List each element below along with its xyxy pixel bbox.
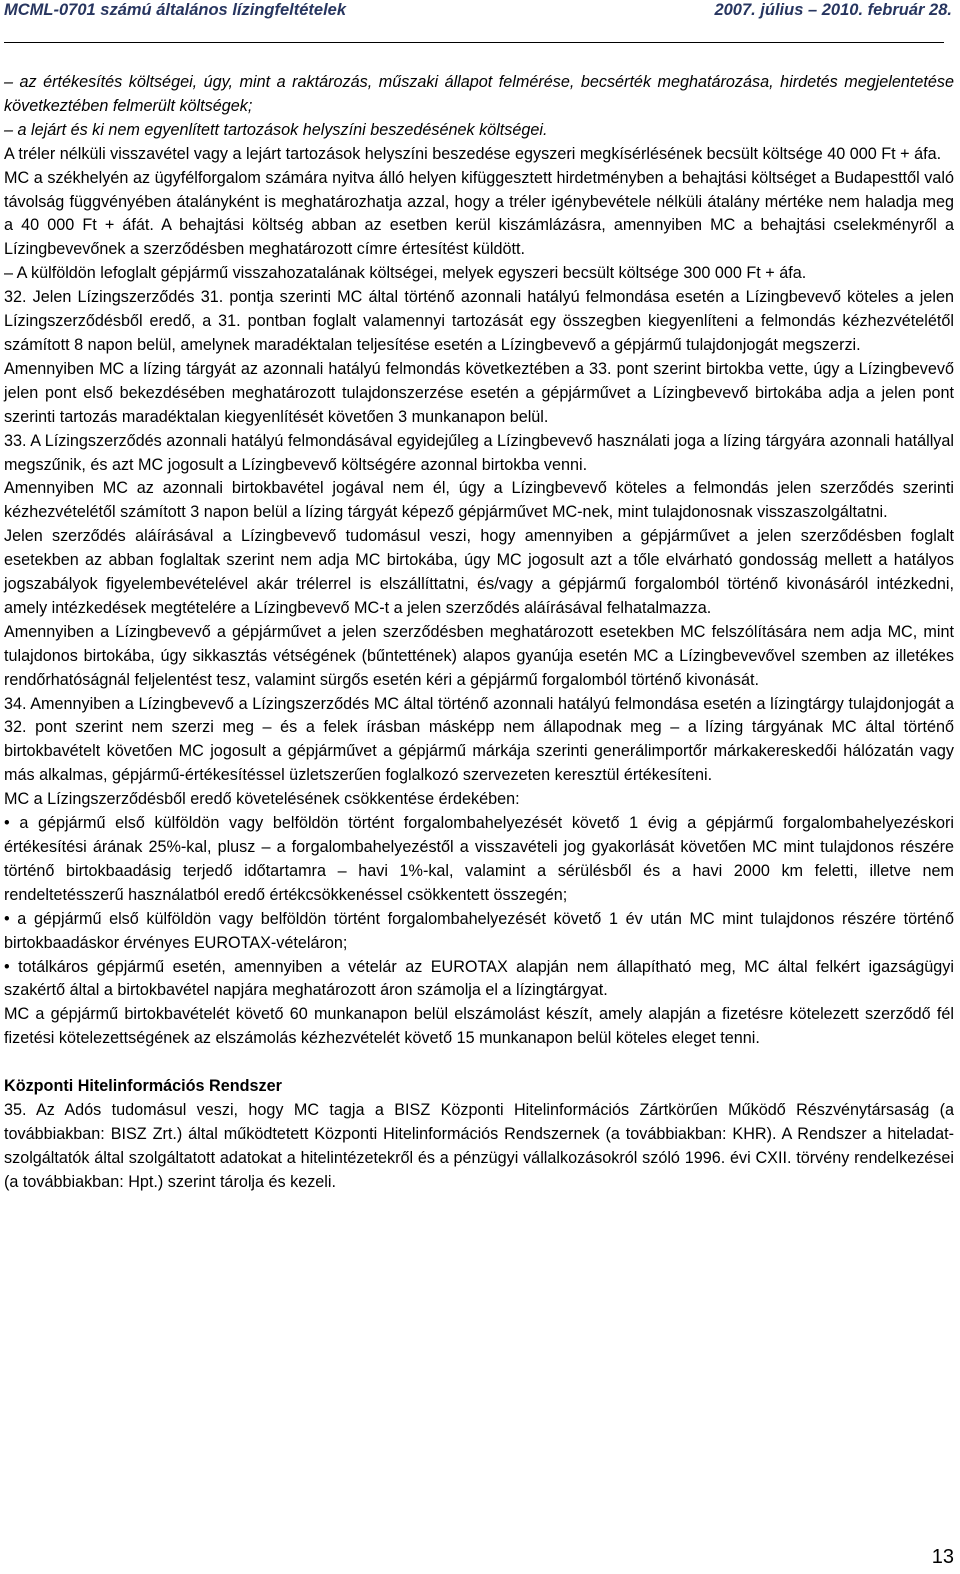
- paragraph-section-33-transport: Jelen szerződés aláírásával a Lízingbevevő tudomásul veszi, hogy amennyiben a gépjárművet a jelen szerződésben foglalt esetekben az abban foglaltak szerint nem adja MC birtokába, úgy MC jogosult azt a tőle elvárható gondosság mellett a hatályos jogszabályok figyelembevételével akár trélerrel is elszállíttatni, és/vagy a gépjármű forgalomból történő kivonásáról intézkedni, amely intézkedések megtételére a Lízingbevevő MC-t a jelen szerződés aláírásával felhatalmazza.: [4, 527, 954, 617]
- list-item-first-year: • a gépjármű első külföldön vagy belföldön történt forgalombahelyezését követő 1 évig a gépjármű forgalombahelyezéskori értékesítési árának 25%-kal, plusz – a forgalombahelyezéstől a visszavételi jog gyakorlását követően MC mint tulajdonos részére történő birtokbaadásig terjedő időtartamra – havi 1%-kal, valamint a sérülésből és a havi 2000 km feletti, illetve nem rendeltetésszerű használatból eredő értékcsökkenéssel csökkentett összegén;: [4, 814, 954, 904]
- paragraph-section-34: 34. Amennyiben a Lízingbevevő a Lízingszerződés MC által történő azonnali hatályú felmondása esetén a lízingtárgy tulajdonjogát a 32. pont szerint nem szerzi meg – és a felek írásban másképp nem állapodnak meg – a lízing tárgyának MC által történő birtokbavételt követően MC jogosult a gépjárművet a gépjármű márkája szerinti generálimportőr márkakereskedői hálózatán vagy más alkalmas, gépjármű-értékesítéssel üzletszerűen foglalkozó szervezeten keresztül értékesíteni.: [4, 694, 954, 785]
- paragraph-collection-costs: – a lejárt és ki nem egyenlített tartozások helyszíni beszedésének költségei.: [4, 120, 548, 139]
- section-spacer: [4, 1051, 954, 1075]
- page-number: 13: [931, 1546, 954, 1568]
- paragraph-sales-costs: – az értékesítés költségei, úgy, mint a raktározás, műszaki állapot felmérése, becsérték meghatározása, hirdetés megjelentetése következtében felmerült költségek;: [4, 73, 954, 115]
- paragraph-section-35: 35. Az Adós tudomásul veszi, hogy MC tagja a BISZ Központi Hitelinformációs Zártkörűen Működő Részvénytársaság (a továbbiakban: BISZ Zrt.) által működtetett Központi Hitelinformációs Rendszernek (a továbbiakban: KHR). A Rendszer a hiteladat-szolgáltatók által szolgáltatott adatokat a hitelintézetekről és a pénzügyi vállalkozásokról szóló 1996. évi CXII. törvény rendelkezései (a továbbiakban: Hpt.) szerint tárolja és kezeli.: [4, 1101, 954, 1191]
- list-item-after-first-year: • a gépjármű első külföldön vagy belföldön történt forgalombahelyezését követő 1 év után MC mint tulajdonos részére történő birtokbaadáskor érvényes EUROTAX-vételáron;: [4, 909, 954, 952]
- paragraph-claim-reduction: MC a Lízingszerződésből eredő követelésének csökkentése érdekében:: [4, 790, 520, 809]
- paragraph-section-32-return: Amennyiben MC a lízing tárgyát az azonnali hatályú felmondás következtében a 33. pont szerint birtokba vette, úgy a Lízingbevevő jelen pont első bekezdésében meghatározott tulajdonszerzése esetén a gépjárművet a Lízingbevevő birtokába adja a jelen pont szerinti tartozás maradéktalan kiegyenlítését követően 3 munkanapon belül.: [4, 359, 954, 426]
- header-divider: [4, 42, 944, 43]
- paragraph-section-33-police: Amennyiben a Lízingbevevő a gépjárművet a jelen szerződésben meghatározott esetekben MC felszólítására nem adja MC, mint tulajdonos birtokába, úgy sikkasztás vétségének (bűntettének) alapos gyanúja esetén MC a Lízingbevevővel szemben az illetékes rendőrhatóságnál feljelentést tesz, valamint sürgős esetén kéri a gépjármű forgalomból történő kivonását.: [4, 622, 954, 689]
- document-title: MCML-0701 számú általános lízingfeltételek: [4, 1, 347, 19]
- paragraph-settlement: MC a gépjármű birtokbavételét követő 60 munkanapon belül elszámolást készít, amely alapján a fizetésre kötelezett szerződő fél fizetési kötelezettségének az elszámolás kézhezvételét követő 15 munkanapon belül köteles eleget tenni.: [4, 1005, 954, 1048]
- section-heading: Központi Hitelinformációs Rendszer: [4, 1077, 282, 1096]
- list-item-total-loss: • totálkáros gépjármű esetén, amennyiben a vételár az EUROTAX alapján nem állapítható meg, MC által felkért igazságügyi szakértő által a birtokbavétel napjára meghatározott áron számolja el a lízingtárgyat.: [4, 957, 954, 1000]
- paragraph-collection-fee-notice: MC a székhelyén az ügyfélforgalom számára nyitva álló helyen kifüggesztett hirdetményben a behajtási költséget a Budapesttől való távolság függvényében átalányként is meghatározhatja azzal, hogy a tréler igénybevétele nélküli átalány mértéke nem haladja meg a 40 000 Ft + áfát. A behajtási költség abban az esetben kerül kiszámlázásra, amennyiben MC a behajtási cselekményről a Lízingbevevőnek a szerződésben meghatározott címre értesítést küldött.: [4, 168, 954, 259]
- paragraph-section-33-return: Amennyiben MC az azonnali birtokbavétel jogával nem él, úgy a Lízingbevevő köteles a felmondás jelen szerződés szerinti kézhezvételétől számított 3 napon belül a lízing tárgyát képező gépjárművet MC-nek, mint tulajdonosnak visszaszolgáltatni.: [4, 479, 954, 522]
- document-date-range: 2007. július – 2010. február 28.: [714, 1, 952, 19]
- paragraph-collection-estimate: A tréler nélküli visszavétel vagy a lejárt tartozások helyszíni beszedése egyszeri megkísérlésének becsült költsége 40 000 Ft + áfa.: [4, 144, 942, 163]
- paragraph-section-32: 32. Jelen Lízingszerződés 31. pontja szerinti MC által történő azonnali hatályú felmondása esetén a Lízingbevevő köteles a jelen Lízingszerződésből eredő, a 31. pontban foglalt valamennyi tartozását egy összegben kiegyenlíteni a felmondás kézhezvételétől számított 8 napon belül, amelynek maradéktalan teljesítése esetén a Lízingbevevő a gépjármű tulajdonjogát megszerzi.: [4, 288, 954, 354]
- document-body: [4, 71, 954, 1195]
- page-header: [4, 0, 952, 44]
- paragraph-section-33: 33. A Lízingszerződés azonnali hatályú felmondásával egyidejűleg a Lízingbevevő használati joga a lízing tárgyára azonnali hatállyal megszűnik, és azt MC jogosult a Lízingbevevő költségére azonnal birtokba venni.: [4, 431, 954, 474]
- paragraph-foreign-recovery: – A külföldön lefoglalt gépjármű visszahozatalának költségei, melyek egyszeri becsült költsége 300 000 Ft + áfa.: [4, 264, 807, 283]
